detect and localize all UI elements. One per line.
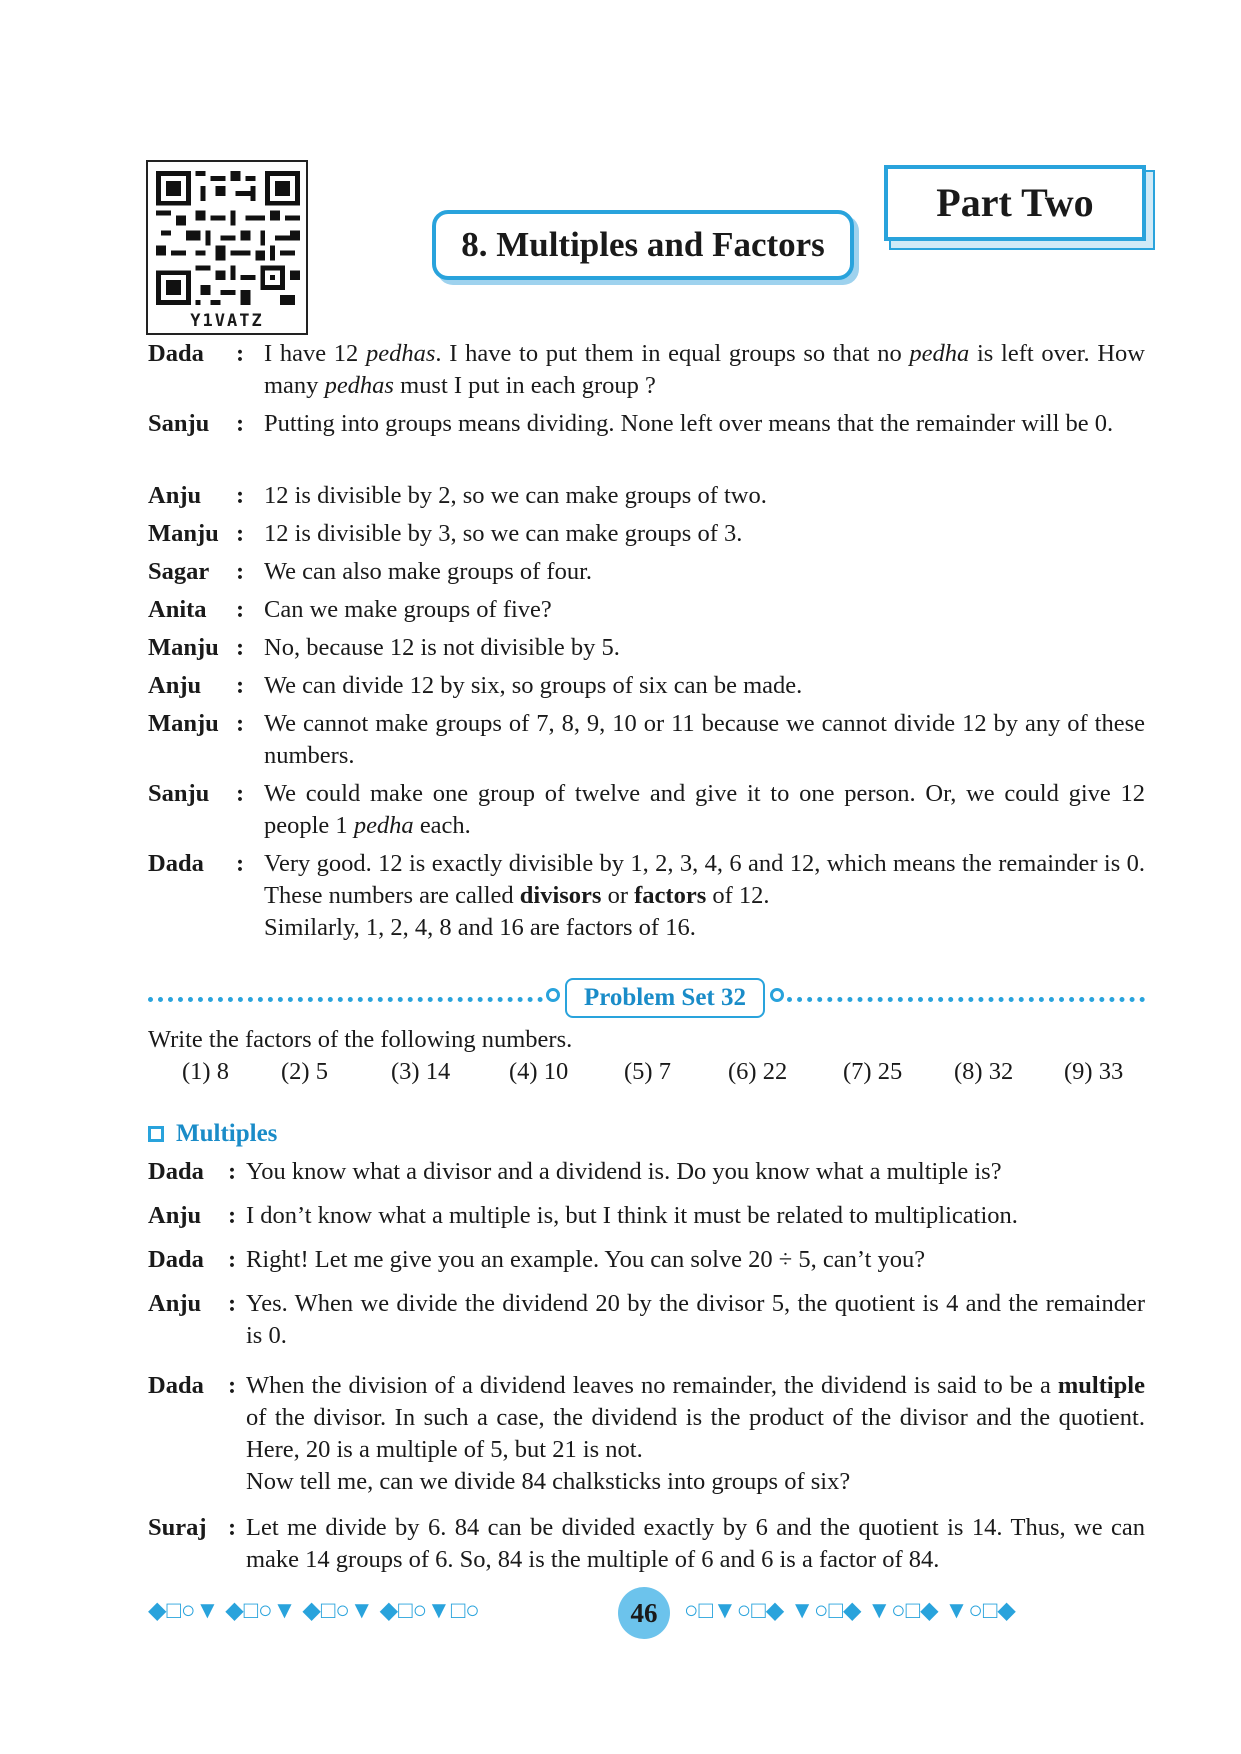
section-heading: Multiples	[148, 1120, 277, 1148]
divider-circle-right	[770, 988, 784, 1002]
dialogue-text: When the division of a dividend leaves no remainder, the dividend is said to be a multiple of the divisor. In such a case, the dividend is the product of the divisor and the quotient. Here, 20 is a multiple of 5, but 21 is not. Now tell me, can we divide 84 chalksticks into groups of six?	[246, 1372, 1145, 1495]
qr-code-pattern	[156, 170, 300, 306]
colon: :	[236, 634, 245, 661]
speaker-name: Dada	[148, 1246, 204, 1273]
colon: :	[228, 1246, 237, 1273]
problem-instruction: Write the factors of the following numbers.	[148, 1026, 573, 1053]
part-label: Part Two	[884, 165, 1146, 241]
qr-code	[146, 160, 308, 335]
speaker-name: Sanju	[148, 410, 210, 437]
speaker-name: Manju	[148, 520, 219, 547]
problem-item: (7) 25	[843, 1058, 903, 1085]
divider-circle-left	[546, 988, 560, 1002]
problem-item: (1) 8	[182, 1058, 229, 1085]
speaker-name: Anju	[148, 482, 202, 509]
page-number: 46	[618, 1587, 670, 1639]
speaker-name: Anju	[148, 672, 202, 699]
speaker-name: Sanju	[148, 780, 210, 807]
square-bullet-icon	[148, 1126, 164, 1142]
dialogue-text: You know what a divisor and a dividend is. Do you know what a multiple is?	[246, 1158, 1002, 1185]
speaker-name: Anita	[148, 596, 207, 623]
speaker-name: Manju	[148, 634, 219, 661]
dialogue-extra-line: Similarly, 1, 2, 4, 8 and 16 are factors of 16.	[264, 914, 696, 941]
colon: :	[236, 672, 245, 699]
dialogue-text: 12 is divisible by 3, so we can make groups of 3.	[264, 520, 743, 547]
problem-item: (8) 32	[954, 1058, 1014, 1085]
dialogue-text: Can we make groups of five?	[264, 596, 552, 623]
colon: :	[228, 1202, 237, 1229]
colon: :	[236, 410, 245, 437]
dialogue-text: We cannot make groups of 7, 8, 9, 10 or 11 because we cannot divide 12 by any of these numbers.	[264, 710, 1145, 769]
problem-item: (9) 33	[1064, 1058, 1124, 1085]
divider-right	[787, 997, 1145, 1002]
dialogue-text: 12 is divisible by 2, so we can make groups of two.	[264, 482, 767, 509]
problem-item: (2) 5	[281, 1058, 328, 1085]
problem-set-title: Problem Set 32	[565, 978, 765, 1018]
colon: :	[236, 482, 245, 509]
dialogue-text: Very good. 12 is exactly divisible by 1, 2, 3, 4, 6 and 12, which means the remainder is 0. These numbers are called divisors or factors of 12. Similarly, 1, 2, 4, 8 and 16 are factors of 16.	[264, 850, 1145, 941]
dialogue-text: We could make one group of twelve and give it to one person. Or, we could give 12 people 1 pedha each.	[264, 780, 1145, 839]
dialogue-text: We can also make groups of four.	[264, 558, 592, 585]
divider-left	[148, 997, 543, 1002]
colon: :	[228, 1290, 237, 1317]
speaker-name: Anju	[148, 1202, 202, 1229]
colon: :	[228, 1158, 237, 1185]
colon: :	[236, 340, 245, 367]
dialogue-text: I have 12 pedhas. I have to put them in equal groups so that no pedha is left over. How many pedhas must I put in each group ?	[264, 340, 1145, 399]
chapter-title: 8. Multiples and Factors	[432, 210, 854, 280]
speaker-name: Manju	[148, 710, 219, 737]
speaker-name: Dada	[148, 1158, 204, 1185]
problem-item: (3) 14	[391, 1058, 451, 1085]
dialogue-text: Right! Let me give you an example. You can solve 20 ÷ 5, can’t you?	[246, 1246, 926, 1273]
speaker-name: Dada	[148, 850, 204, 877]
colon: :	[236, 558, 245, 585]
qr-code-label: Y1VATZ	[190, 311, 264, 331]
dialogue-text: Let me divide by 6. 84 can be divided exactly by 6 and the quotient is 14. Thus, we can make 14 groups of 6. So, 84 is the multiple of 6 and 6 is a factor of 84.	[246, 1514, 1145, 1573]
colon: :	[228, 1514, 237, 1541]
speaker-name: Dada	[148, 340, 204, 367]
problem-item: (5) 7	[624, 1058, 671, 1085]
dialogue-text: Yes. When we divide the dividend 20 by the divisor 5, the quotient is 4 and the remainder is 0.	[246, 1290, 1145, 1349]
colon: :	[236, 596, 245, 623]
speaker-name: Suraj	[148, 1514, 207, 1541]
colon: :	[236, 520, 245, 547]
dialogue-text: Putting into groups means dividing. None left over means that the remainder will be 0.	[264, 410, 1114, 437]
dialogue-text: We can divide 12 by six, so groups of six can be made.	[264, 672, 803, 699]
footer-ornament-left: ◆□○▼ ◆□○▼ ◆□○▼ ◆□○▼□○	[148, 1598, 480, 1624]
colon: :	[236, 780, 245, 807]
speaker-name: Sagar	[148, 558, 210, 585]
footer-ornament-right: ○□▼○□◆ ▼○□◆ ▼○□◆ ▼○□◆	[684, 1598, 1016, 1624]
speaker-name: Anju	[148, 1290, 202, 1317]
colon: :	[228, 1372, 237, 1399]
colon: :	[236, 850, 245, 877]
speaker-name: Dada	[148, 1372, 204, 1399]
dialogue-text: No, because 12 is not divisible by 5.	[264, 634, 620, 661]
dialogue-extra-line: Now tell me, can we divide 84 chalksticks into groups of six?	[246, 1468, 851, 1495]
colon: :	[236, 710, 245, 737]
problem-item: (6) 22	[728, 1058, 788, 1085]
problem-item: (4) 10	[509, 1058, 569, 1085]
dialogue-text: I don’t know what a multiple is, but I think it must be related to multiplication.	[246, 1202, 1018, 1229]
